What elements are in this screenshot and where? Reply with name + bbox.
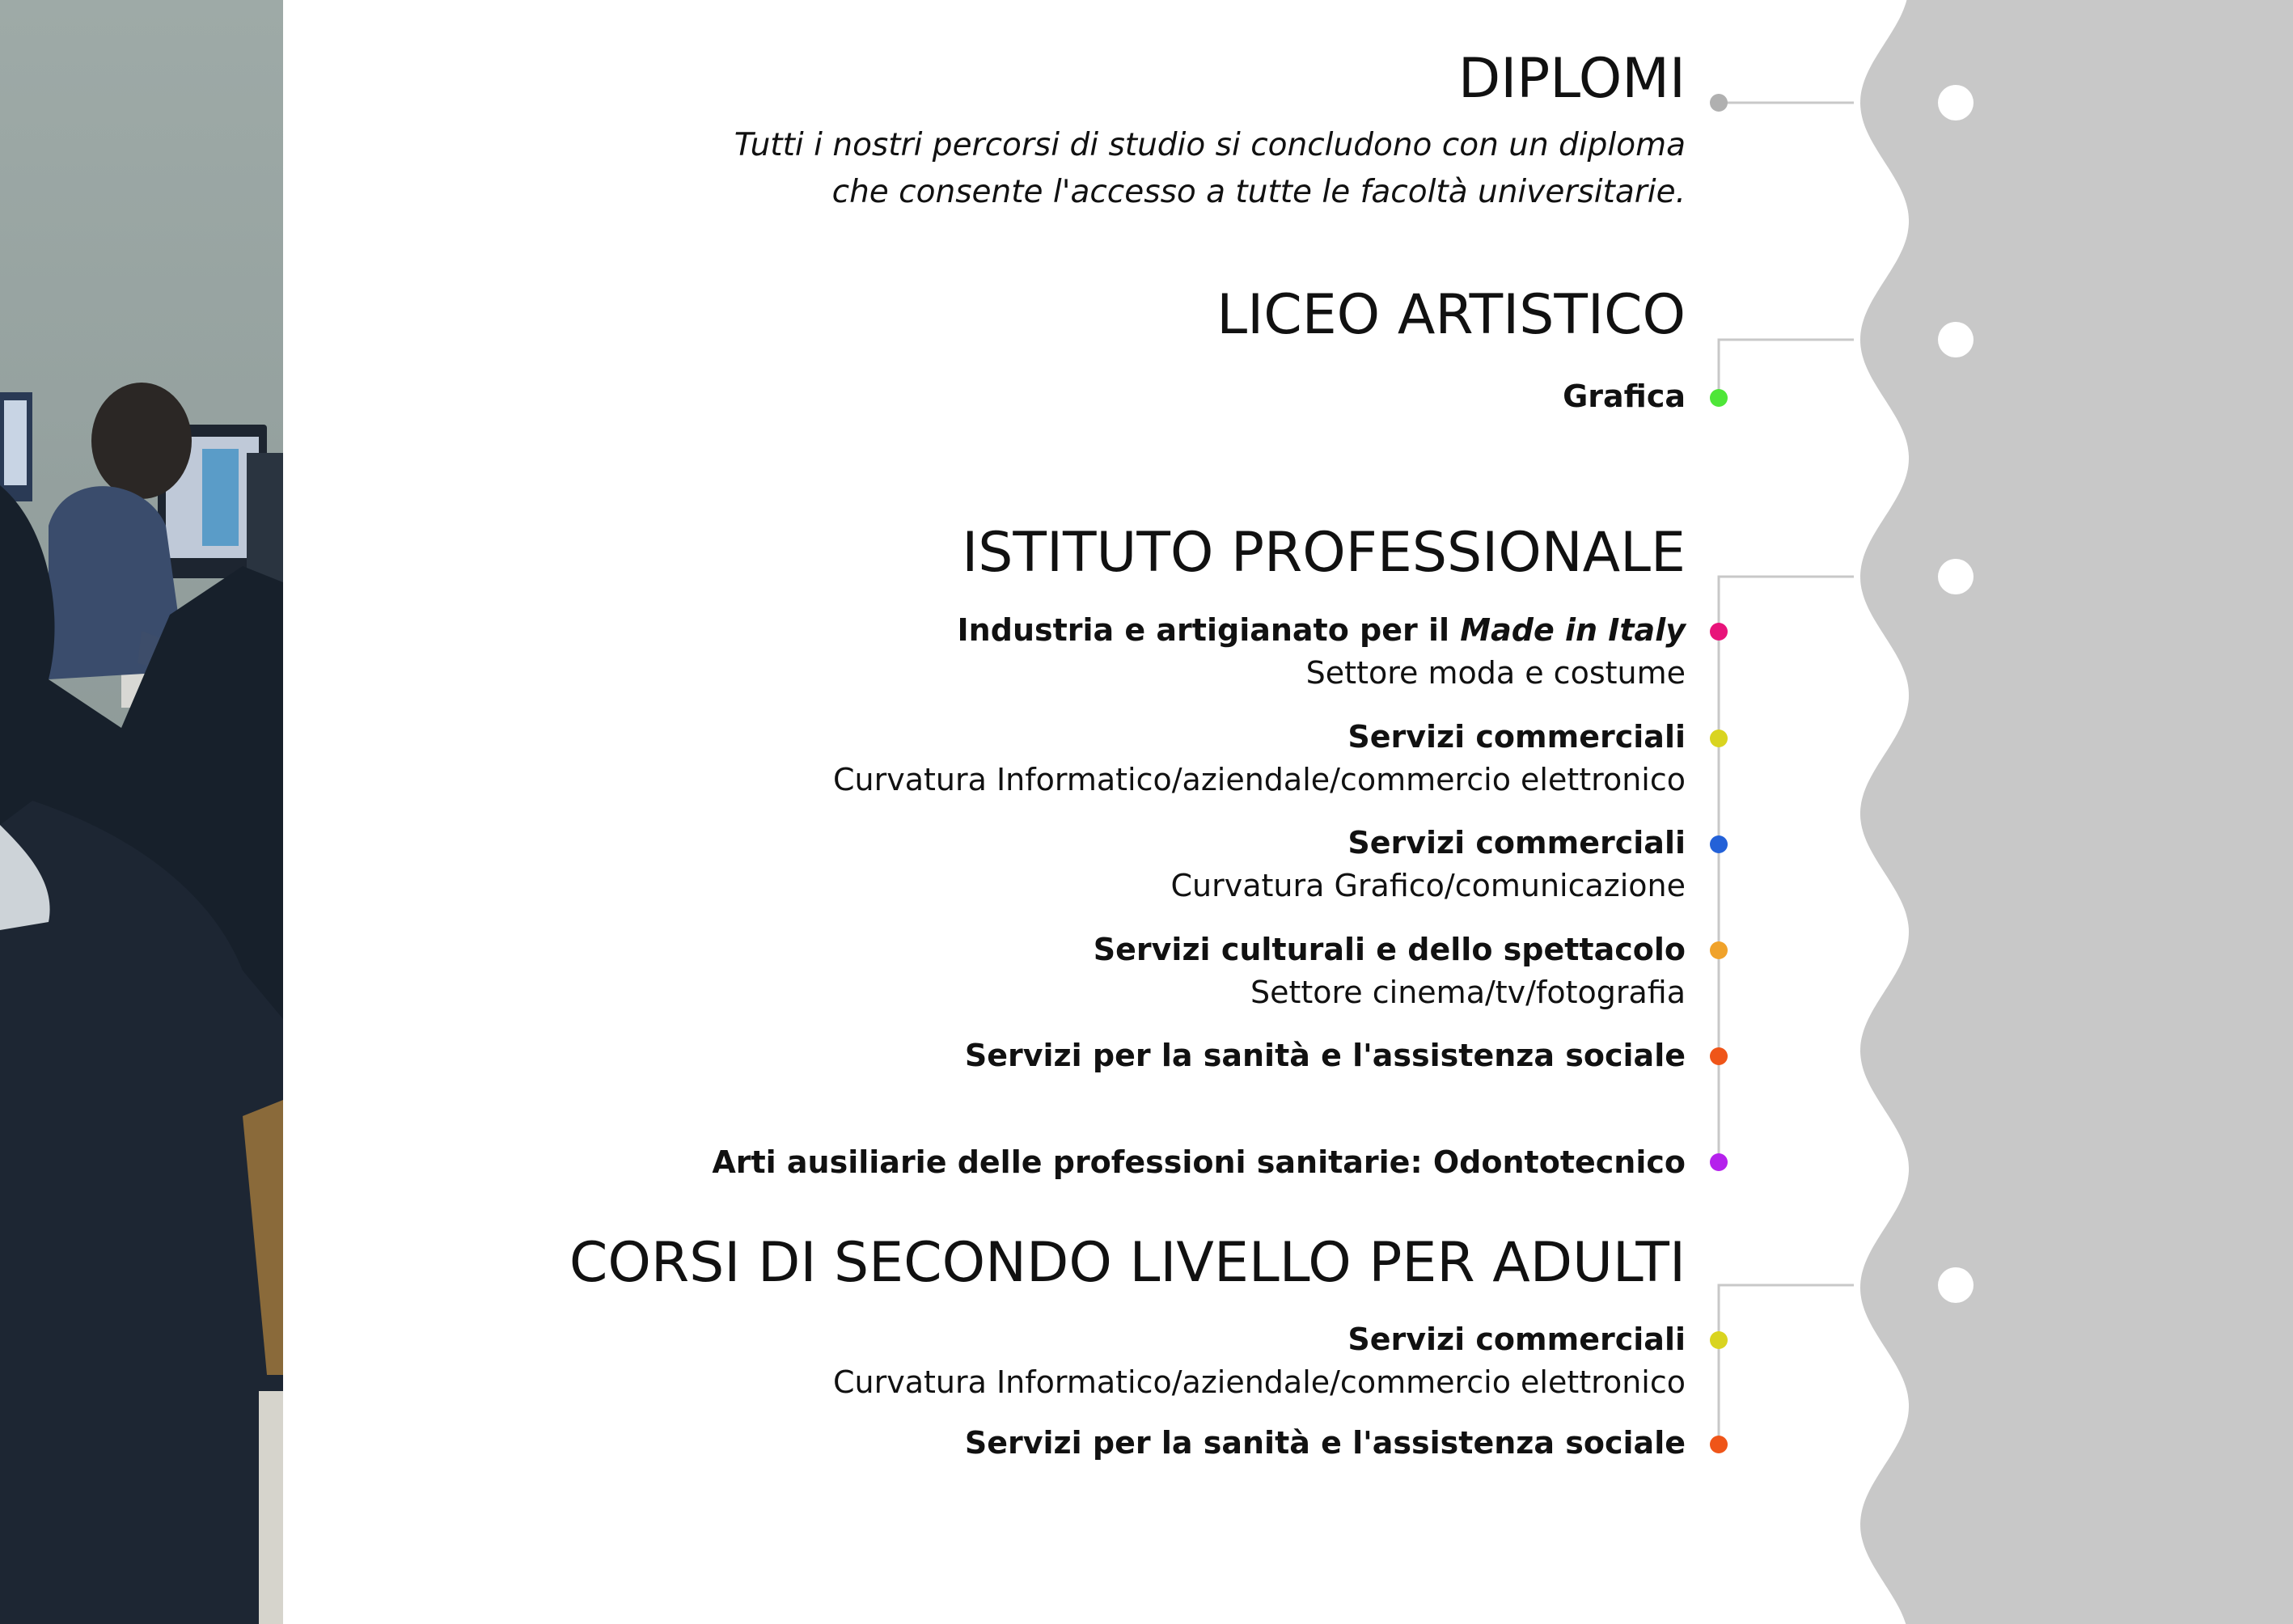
wave-knob-4 — [1938, 1267, 1974, 1303]
adulti-item-2-title: Servizi per la sanità e l'assistenza sociale — [964, 1425, 1686, 1461]
wavy-background-shape — [1860, 0, 2293, 1624]
istituto-item-1-dot — [1710, 623, 1728, 641]
liceo-heading: LICEO ARTISTICO — [1216, 283, 1686, 347]
diplomi-intro-line-1: Tutti i nostri percorsi di studio si concludono con un diploma — [734, 127, 1686, 163]
istituto-item-3-dot — [1710, 835, 1728, 853]
istituto-item-1-title: Industria e artigianato per il Made in Italy — [957, 612, 1686, 648]
adulti-connector-line — [1719, 1285, 1854, 1444]
istituto-item-3-title: Servizi commerciali — [1347, 825, 1686, 861]
adulti-item-1-dot — [1710, 1331, 1728, 1349]
diplomi-dot — [1710, 94, 1728, 112]
diplomi-intro-line-2: che consente l'accesso a tutte le facoltà universitarie. — [831, 174, 1686, 210]
istituto-item-3-subtitle: Curvatura Grafico/comunicazione — [1170, 868, 1686, 903]
adulti-heading: CORSI DI SECONDO LIVELLO PER ADULTI — [569, 1231, 1686, 1295]
istituto-item-2-dot — [1710, 730, 1728, 747]
istituto-item-2-subtitle: Curvatura Informatico/aziendale/commercio elettronico — [832, 762, 1686, 797]
liceo-item-1-dot — [1710, 389, 1728, 407]
liceo-connector-line — [1719, 340, 1854, 398]
istituto-connector-line — [1719, 577, 1854, 1162]
istituto-item-6-dot — [1710, 1153, 1728, 1171]
istituto-item-5-title: Servizi per la sanità e l'assistenza sociale — [964, 1038, 1686, 1073]
istituto-heading: ISTITUTO PROFESSIONALE — [962, 521, 1686, 585]
wave-knob-2 — [1938, 322, 1974, 357]
istituto-item-6-title: Arti ausiliarie delle professioni sanitarie: Odontotecnico — [712, 1144, 1686, 1180]
liceo-item-grafica: Grafica — [1563, 379, 1686, 414]
wave-knob-1 — [1938, 85, 1974, 121]
istituto-item-4-subtitle: Settore cinema/tv/fotografia — [1250, 975, 1686, 1010]
adulti-item-2-dot — [1710, 1436, 1728, 1453]
istituto-item-2-title: Servizi commerciali — [1347, 719, 1686, 755]
istituto-item-4-dot — [1710, 941, 1728, 959]
istituto-item-5-dot — [1710, 1047, 1728, 1065]
istituto-item-4-title: Servizi culturali e dello spettacolo — [1093, 932, 1686, 967]
wave-knob-3 — [1938, 559, 1974, 594]
istituto-item-1-subtitle: Settore moda e costume — [1305, 655, 1686, 691]
adulti-item-1-subtitle: Curvatura Informatico/aziendale/commercio elettronico — [832, 1364, 1686, 1400]
diplomi-heading: DIPLOMI — [1457, 47, 1686, 111]
adulti-item-1-title: Servizi commerciali — [1347, 1322, 1686, 1357]
